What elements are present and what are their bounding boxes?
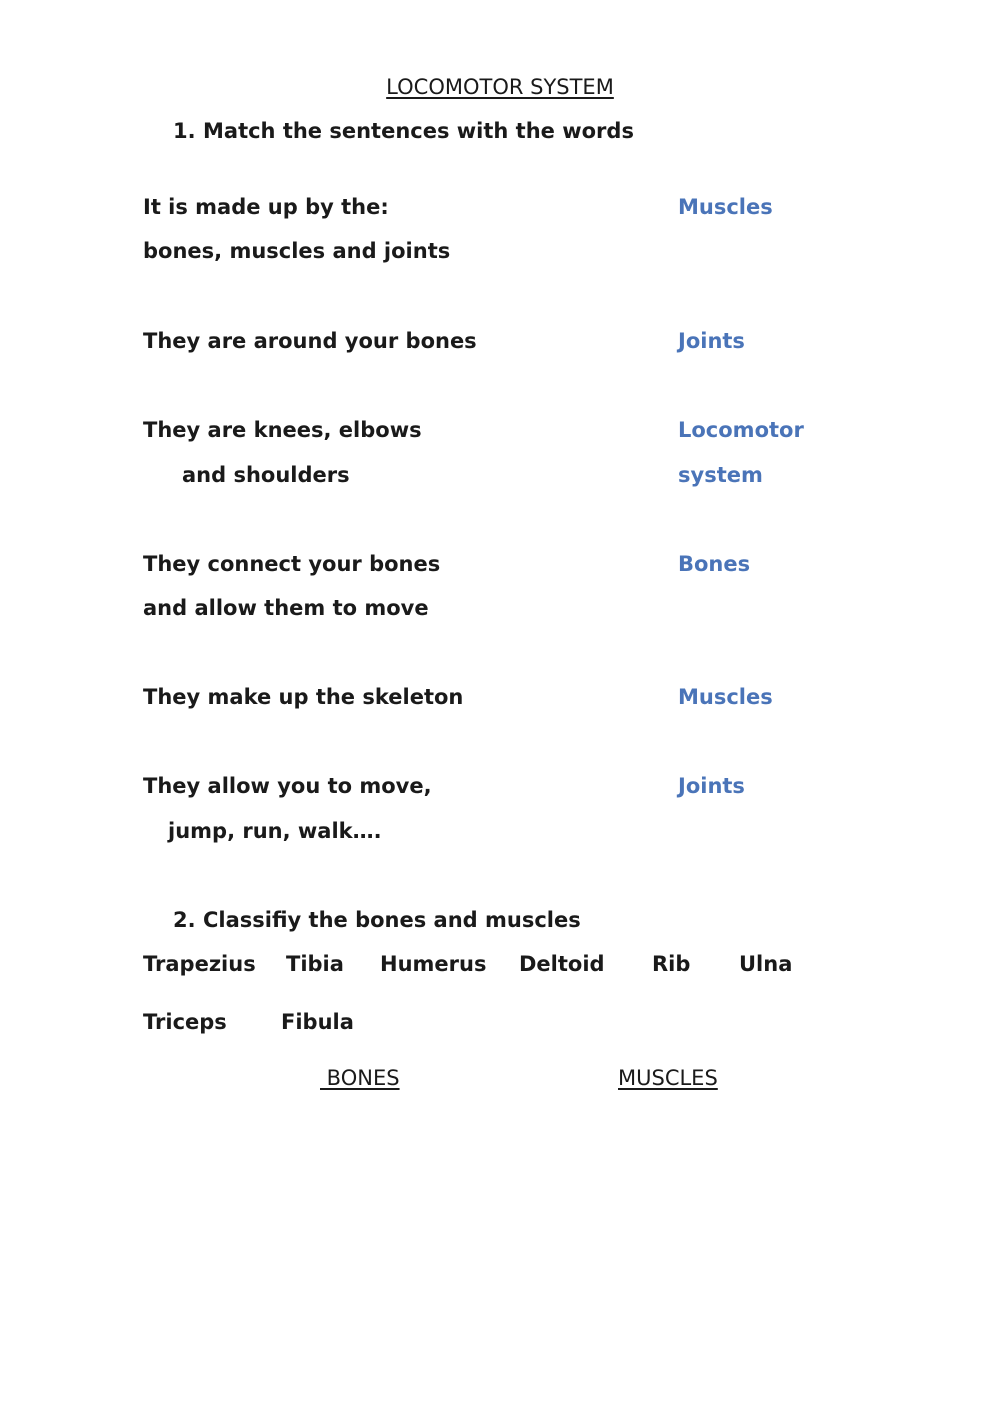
section-1-heading (173, 121, 634, 142)
word-bank-item: Trapezius (143, 952, 256, 976)
match-word-6: Joints (678, 774, 745, 798)
section-1-title: Match the sentences with the words (203, 119, 634, 143)
page-title: LOCOMOTOR SYSTEM (386, 75, 614, 99)
word-bank-item: Rib (652, 952, 691, 976)
muscles-column-header: MUSCLES (618, 1066, 718, 1090)
match-word-2: Joints (678, 329, 745, 353)
match-word-4: Bones (678, 552, 751, 576)
word-bank-item: Humerus (380, 952, 487, 976)
section-2-title: Classifiy the bones and muscles (203, 908, 581, 932)
section-1-number: 1. (173, 119, 196, 143)
bones-column-header: BONES (320, 1066, 400, 1090)
sentence-1-line-1: It is made up by the: (143, 195, 389, 219)
sentence-4-line-2: and allow them to move (143, 596, 429, 620)
match-word-3-line-2: system (678, 463, 763, 487)
word-bank-item: Ulna (739, 952, 793, 976)
section-2-heading (173, 910, 581, 931)
match-word-3-line-1: Locomotor (678, 418, 804, 442)
sentence-6-line-2: jump, run, walk…. (168, 819, 382, 843)
word-bank-item: Deltoid (519, 952, 605, 976)
word-bank-item: Fibula (281, 1010, 354, 1034)
section-2-number: 2. (173, 908, 196, 932)
sentence-1-line-2: bones, muscles and joints (143, 239, 451, 263)
sentence-4-line-1: They connect your bones (143, 552, 441, 576)
sentence-3-line-1: They are knees, elbows (143, 418, 422, 442)
sentence-5: They make up the skeleton (143, 685, 464, 709)
match-word-5: Muscles (678, 685, 773, 709)
sentence-2: They are around your bones (143, 329, 477, 353)
sentence-3-line-2: and shoulders (182, 463, 350, 487)
word-bank-item: Triceps (143, 1010, 227, 1034)
sentence-6-line-1: They allow you to move, (143, 774, 432, 798)
word-bank-item: Tibia (286, 952, 344, 976)
match-word-1: Muscles (678, 195, 773, 219)
